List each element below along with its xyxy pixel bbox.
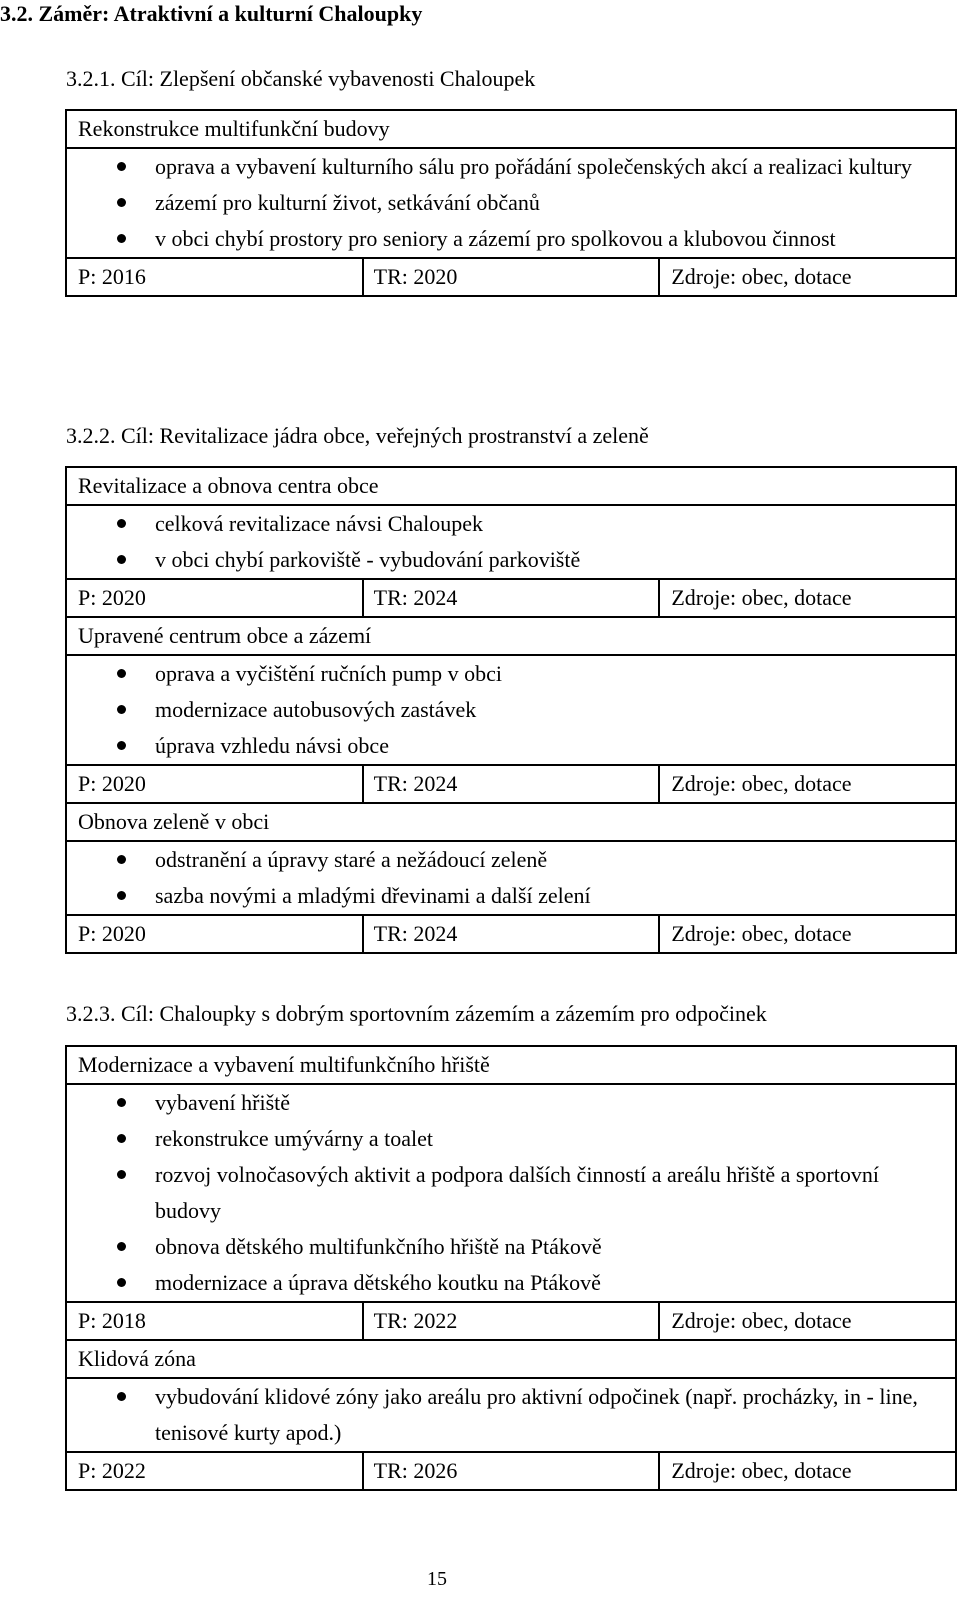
measure-items [66,505,956,579]
list-item: modernizace autobusových zastávek [67,692,955,728]
bullet-icon [117,1098,126,1107]
list-item: sazba novými a mladými dřevinami a další zelení [67,878,955,914]
measure-items [66,1084,956,1302]
sources-cell: Zdroje: obec, dotace [659,1452,956,1490]
term-cell: TR: 2026 [363,1452,660,1490]
section-heading: 3.2. Záměr: Atraktivní a kulturní Chaloupky [0,1,423,26]
list-item: rozvoj volnočasových aktivit a podpora dalších činností a areálu hřiště a sportovní budovy [67,1157,955,1229]
measure-name: Klidová zóna [66,1340,956,1378]
goal-table [65,109,957,297]
bullet-icon [117,891,126,900]
sources-cell: Zdroje: obec, dotace [659,579,956,617]
list-item: zázemí pro kulturní život, setkávání občanů [67,185,955,221]
term-cell: TR: 2022 [363,1302,660,1340]
bullet-icon [117,1134,126,1143]
list-item: rekonstrukce umývárny a toalet [67,1121,955,1157]
measure-name: Obnova zeleně v obci [66,803,956,841]
measure-items [66,1378,956,1452]
term-cell: TR: 2020 [363,258,660,296]
goal-title: 3.2.2. Cíl: Revitalizace jádra obce, veřejných prostranství a zeleně [66,423,649,448]
list-item: obnova dětského multifunkčního hřiště na Ptákově [67,1229,955,1265]
measure-name: Modernizace a vybavení multifunkčního hřiště [66,1046,956,1084]
page-number: 15 [427,1568,447,1590]
bullet-icon [117,855,126,864]
goal-title: 3.2.1. Cíl: Zlepšení občanské vybavenosti Chaloupek [66,66,536,91]
goal-table [65,1045,957,1491]
list-item: modernizace a úprava dětského koutku na Ptákově [67,1265,955,1301]
list-item: vybudování klidové zóny jako areálu pro aktivní odpočinek (např. procházky, in - line, tenisové kurty apod.) [67,1379,955,1451]
bullet-icon [117,741,126,750]
measure-items [66,655,956,765]
list-item: oprava a vybavení kulturního sálu pro pořádání společenských akcí a realizaci kultury [67,149,955,185]
goal-table [65,466,957,954]
list-item: v obci chybí parkoviště - vybudování parkoviště [67,542,955,578]
measure-name: Revitalizace a obnova centra obce [66,467,956,505]
measure-items [66,841,956,915]
sources-cell: Zdroje: obec, dotace [659,915,956,953]
list-item: odstranění a úpravy staré a nežádoucí zeleně [67,842,955,878]
list-item: úprava vzhledu návsi obce [67,728,955,764]
bullet-icon [117,1278,126,1287]
bullet-icon [117,519,126,528]
priority-cell: P: 2022 [66,1452,363,1490]
term-cell: TR: 2024 [363,915,660,953]
priority-cell: P: 2020 [66,915,363,953]
term-cell: TR: 2024 [363,579,660,617]
bullet-icon [117,1392,126,1401]
measure-items [66,148,956,258]
term-cell: TR: 2024 [363,765,660,803]
list-item: celková revitalizace návsi Chaloupek [67,506,955,542]
list-item: oprava a vyčištění ručních pump v obci [67,656,955,692]
bullet-icon [117,1170,126,1179]
priority-cell: P: 2018 [66,1302,363,1340]
priority-cell: P: 2020 [66,765,363,803]
bullet-icon [117,705,126,714]
bullet-icon [117,555,126,564]
list-item: vybavení hřiště [67,1085,955,1121]
priority-cell: P: 2016 [66,258,363,296]
list-item: v obci chybí prostory pro seniory a zázemí pro spolkovou a klubovou činnost [67,221,955,257]
measure-name: Upravené centrum obce a zázemí [66,617,956,655]
priority-cell: P: 2020 [66,579,363,617]
bullet-icon [117,198,126,207]
sources-cell: Zdroje: obec, dotace [659,765,956,803]
bullet-icon [117,234,126,243]
sources-cell: Zdroje: obec, dotace [659,1302,956,1340]
bullet-icon [117,1242,126,1251]
bullet-icon [117,669,126,678]
sources-cell: Zdroje: obec, dotace [659,258,956,296]
bullet-icon [117,162,126,171]
goal-title: 3.2.3. Cíl: Chaloupky s dobrým sportovním zázemím a zázemím pro odpočinek [66,1001,767,1026]
measure-name: Rekonstrukce multifunkční budovy [66,110,956,148]
